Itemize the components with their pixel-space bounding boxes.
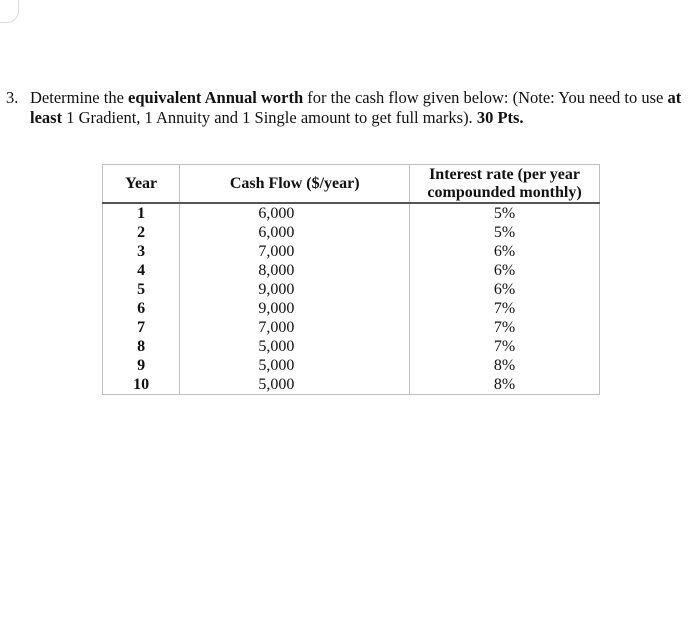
question-text [6, 88, 694, 128]
cell-year: 5 [103, 280, 180, 299]
table-row [103, 337, 600, 356]
cell-cash-flow: 5,000 [180, 375, 410, 395]
table-row [103, 318, 600, 337]
header-interest-rate [410, 165, 600, 204]
cell-year: 7 [103, 318, 180, 337]
table-row [103, 299, 600, 318]
cell-cash-flow: 7,000 [180, 318, 410, 337]
cell-year: 4 [103, 261, 180, 280]
cell-year: 8 [103, 337, 180, 356]
cell-cash-flow: 8,000 [180, 261, 410, 280]
cell-year: 10 [103, 375, 180, 395]
cell-interest-rate: 5% [410, 203, 600, 223]
question-line-2 [6, 108, 694, 128]
table-row [103, 203, 600, 223]
cell-cash-flow: 5,000 [180, 356, 410, 375]
cell-year: 2 [103, 223, 180, 242]
cell-year: 6 [103, 299, 180, 318]
cell-interest-rate: 6% [410, 242, 600, 261]
cell-year: 9 [103, 356, 180, 375]
question-number: 3. [6, 88, 19, 107]
cell-cash-flow: 5,000 [180, 337, 410, 356]
header-rate-line-2: compounded monthly) [427, 183, 582, 201]
question-line-1 [6, 88, 694, 108]
cell-cash-flow: 6,000 [180, 223, 410, 242]
header-rate-line-1: Interest rate (per year [429, 165, 580, 183]
cash-flow-table [102, 164, 600, 395]
page-corner-decoration [0, 0, 19, 23]
cell-year: 3 [103, 242, 180, 261]
question-points: 30 Pts. [476, 108, 524, 127]
cell-cash-flow: 9,000 [180, 280, 410, 299]
question-bold-part: least [30, 108, 63, 127]
question-text-part: Determine the [30, 88, 129, 107]
cell-interest-rate: 5% [410, 223, 600, 242]
cell-year: 1 [103, 203, 180, 223]
cell-interest-rate: 7% [410, 299, 600, 318]
table-row [103, 356, 600, 375]
cell-interest-rate: 6% [410, 261, 600, 280]
cell-interest-rate: 6% [410, 280, 600, 299]
cell-cash-flow: 9,000 [180, 299, 410, 318]
cell-interest-rate: 8% [410, 356, 600, 375]
table-row [103, 280, 600, 299]
table-row [103, 223, 600, 242]
table-row [103, 242, 600, 261]
question-text-part: 1 Gradient, 1 Annuity and 1 Single amount to get full marks). [62, 108, 477, 127]
question-bold-part: at [667, 88, 682, 107]
cell-interest-rate: 8% [410, 375, 600, 395]
cell-cash-flow: 6,000 [180, 203, 410, 223]
table-row [103, 261, 600, 280]
cell-interest-rate: 7% [410, 318, 600, 337]
question-text-part: for the cash flow given below: (Note: You need to use [303, 88, 668, 107]
cell-interest-rate: 7% [410, 337, 600, 356]
table-header-row [103, 165, 600, 204]
cell-cash-flow: 7,000 [180, 242, 410, 261]
question-bold-part: equivalent Annual worth [128, 88, 304, 107]
header-year: Year [103, 165, 180, 204]
header-cash-flow: Cash Flow ($/year) [180, 165, 410, 204]
table-row [103, 375, 600, 395]
